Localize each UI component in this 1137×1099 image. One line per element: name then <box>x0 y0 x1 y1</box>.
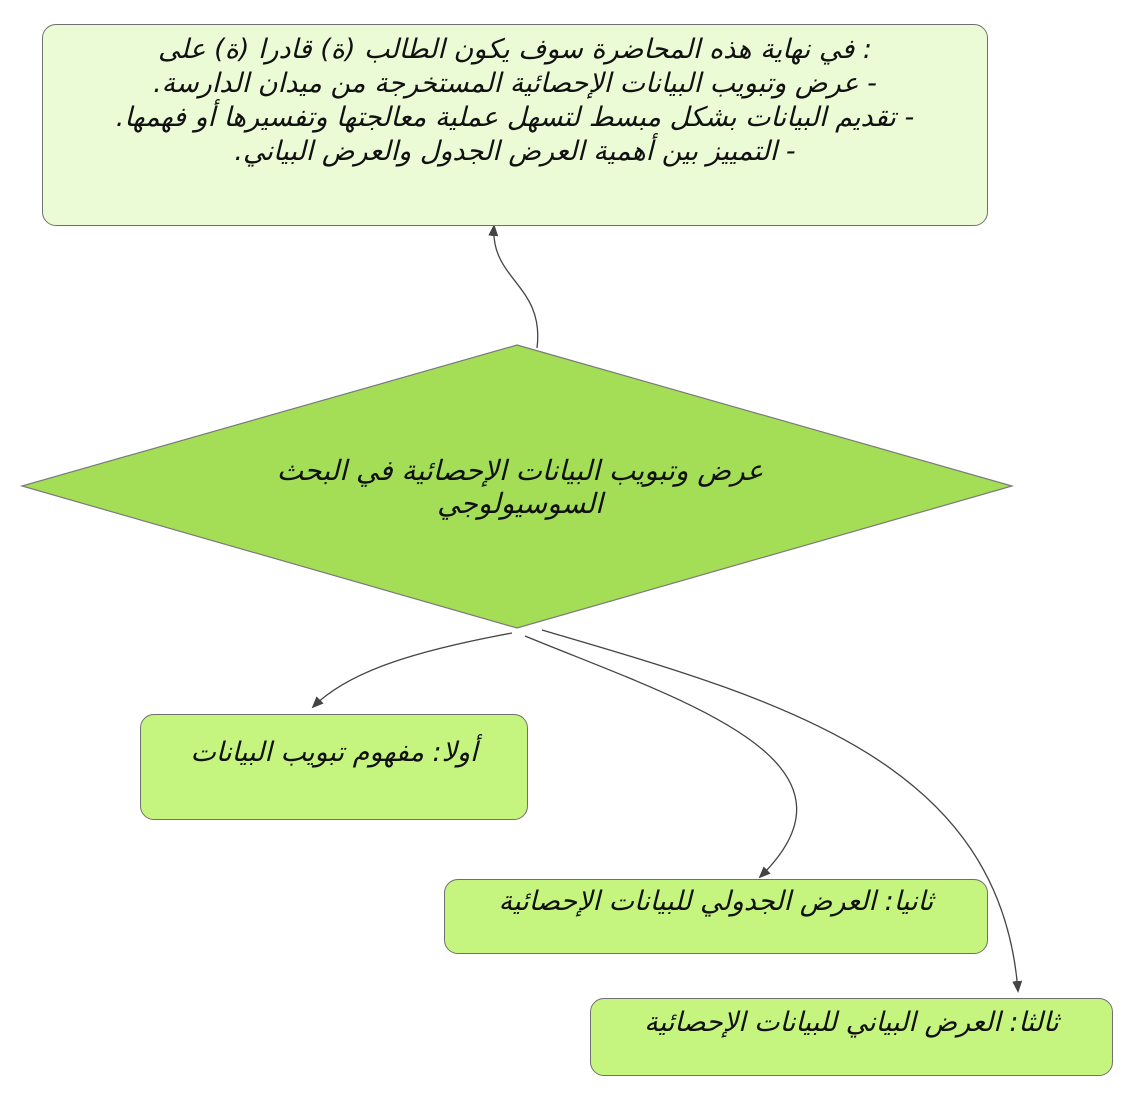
branch-box-2 <box>444 879 988 954</box>
connector-to-branch-2 <box>525 636 797 877</box>
central-topic-label: عرض وتبويب البيانات الإحصائية في البحث السوسيولوجي <box>276 454 764 520</box>
branch-box-1 <box>140 714 528 820</box>
objective-item-3: - التمييز بين أهمية العرض الجدول والعرض البياني. <box>234 136 796 167</box>
objective-item-1: - عرض وتبويب البيانات الإحصائية المستخرجة من ميدان الدارسة. <box>153 68 877 99</box>
connector-to-objectives <box>494 226 538 348</box>
branch-box-3 <box>590 998 1113 1076</box>
connector-to-branch-1 <box>313 633 512 707</box>
objective-item-2: - تقديم البيانات بشكل مبسط لتسهل عملية معالجتها وتفسيرها أو فهمها. <box>115 102 915 133</box>
branch-label-3: ثالثا: العرض البياني للبيانات الإحصائية <box>644 1007 1059 1038</box>
branch-label-1: أولا: مفهوم تبويب البيانات <box>190 737 478 768</box>
branch-label-2: ثانيا: العرض الجدولي للبيانات الإحصائية <box>498 886 934 917</box>
objectives-intro: : في نهاية هذه المحاضرة سوف يكون الطالب (ة) قادرا (ة) على <box>158 34 872 65</box>
objectives-box <box>42 24 988 226</box>
